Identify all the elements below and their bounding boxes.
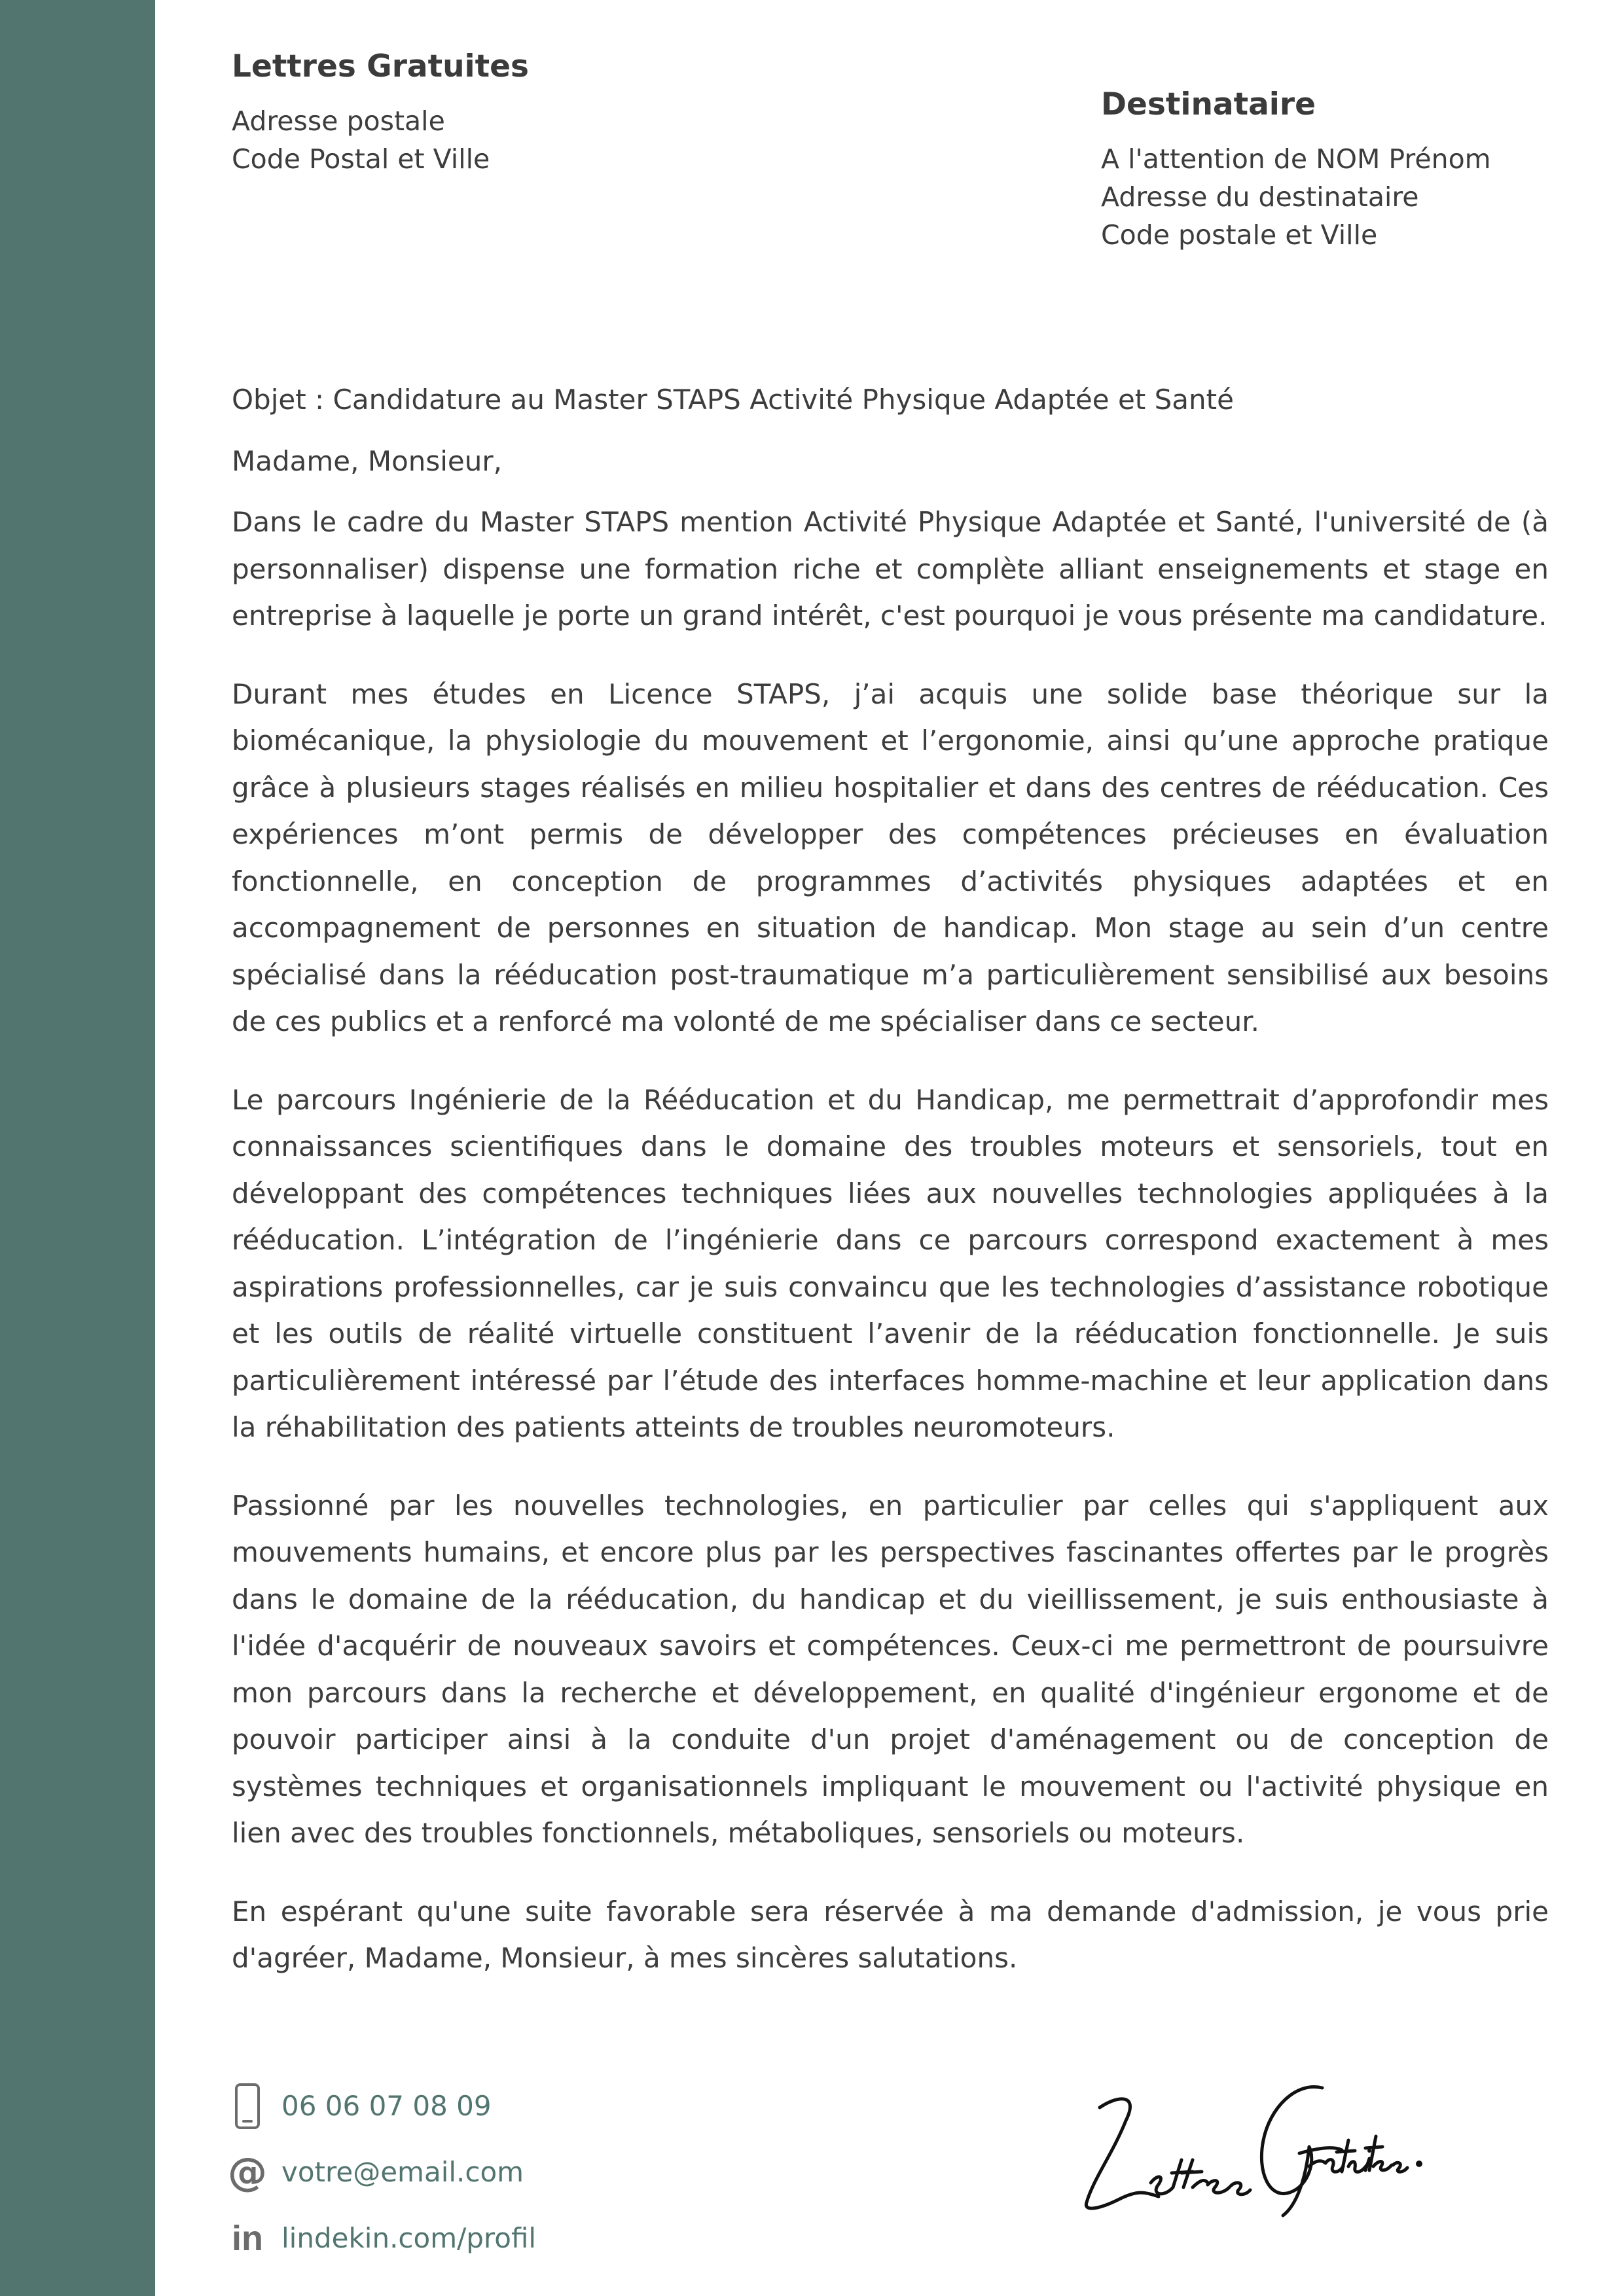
email-address[interactable]: votre@email.com: [281, 2156, 524, 2188]
at-sign-icon: @: [228, 2149, 267, 2195]
recipient-city: Code postale et Ville: [1101, 219, 1378, 251]
sender-address: Adresse postale: [232, 105, 445, 137]
letter-closing: En espérant qu'une suite favorable sera réservée à ma demande d'admission, je vous prie d'agréer, Madame, Monsieur, à mes sincères salutations.: [232, 1895, 1549, 1974]
contact-linkedin: [229, 2212, 818, 2265]
mobile-phone-icon: [229, 2080, 266, 2132]
recipient-attention: A l'attention de NOM Prénom: [1101, 143, 1491, 175]
linkedin-url[interactable]: lindekin.com/profil: [281, 2222, 537, 2254]
recipient-block: [1101, 84, 1598, 254]
contact-email: [229, 2146, 818, 2198]
handwritten-signature: [1074, 2068, 1466, 2225]
sender-city: Code Postal et Ville: [232, 143, 490, 175]
letter-salutation: Madame, Monsieur,: [232, 444, 503, 477]
sender-block: [232, 46, 821, 178]
letter-paragraph-4: Passionné par les nouvelles technologies, en particulier par celles qui s'appliquent aux mouvements humains, et encore plus par les perspectives fascinantes offertes par le progrès dans le domaine de la rééducation, du handicap et du vieillissement, je suis enthousiaste à l'idée d'acquérir de nouveaux savoirs et compétences. Ceux-ci me permettront de poursuivre mon parcours dans la recherche et développement, en qualité d'ingénieur ergonome et de pouvoir participer ainsi à la conduite d'un projet d'aménagement ou de conception de systèmes techniques et organisationnels impliquant le mouvement ou l'activité physique en lien avec des troubles fonctionnels, métaboliques, sensoriels ou moteurs.: [232, 1489, 1549, 1849]
sender-name: Lettres Gratuites: [232, 48, 529, 84]
recipient-address: Adresse du destinataire: [1101, 181, 1419, 213]
recipient-title: Destinataire: [1101, 86, 1316, 122]
phone-number: 06 06 07 08 09: [281, 2090, 492, 2122]
letter-paragraph-1: Dans le cadre du Master STAPS mention Activité Physique Adaptée et Santé, l'université de (à personnaliser) dispense une formation riche et complète alliant enseignements et stage en entreprise à laquelle je porte un grand intérêt, c'est pourquoi je vous présente ma candidature.: [232, 506, 1549, 632]
contact-phone: [229, 2080, 818, 2132]
letter-body: [232, 376, 1549, 2013]
sidebar-band: [0, 0, 155, 2296]
letter-paragraph-2: Durant mes études en Licence STAPS, j’ai acquis une solide base théorique sur la biomécanique, la physiologie du mouvement et l’ergonomie, ainsi qu’une approche pratique grâce à plusieurs stages réalisés en milieu hospitalier et dans des centres de rééducation. Ces expériences m’ont permis de développer des compétences précieuses en évaluation fonctionnelle, en conception de programmes d’activités physiques adaptées et en accompagnement de personnes en situation de handicap. Mon stage au sein d’un centre spécialisé dans la rééducation post-traumatique m’a particulièrement sensibilisé aux besoins de ces publics et a renforcé ma volonté de me spécialiser dans ce secteur.: [232, 677, 1549, 1037]
linkedin-icon: in: [232, 2219, 263, 2258]
letter-object: Objet : Candidature au Master STAPS Activité Physique Adaptée et Santé: [232, 384, 1234, 416]
letter-paragraph-3: Le parcours Ingénierie de la Rééducation et du Handicap, me permettrait d’approfondir mes connaissances scientifiques dans le domaine des troubles moteurs et sensoriels, tout en développant des compétences techniques liées aux nouvelles technologies appliquées à la rééducation. L’intégration de l’ingénierie dans ce parcours correspond exactement à mes aspirations professionnelles, car je suis convaincu que les technologies d’assistance robotique et les outils de réalité virtuelle constituent l’avenir de la rééducation fonctionnelle. Je suis particulièrement intéressé par l’étude des interfaces homme-machine et leur application dans la réhabilitation des patients atteints de troubles neuromoteurs.: [232, 1083, 1549, 1443]
